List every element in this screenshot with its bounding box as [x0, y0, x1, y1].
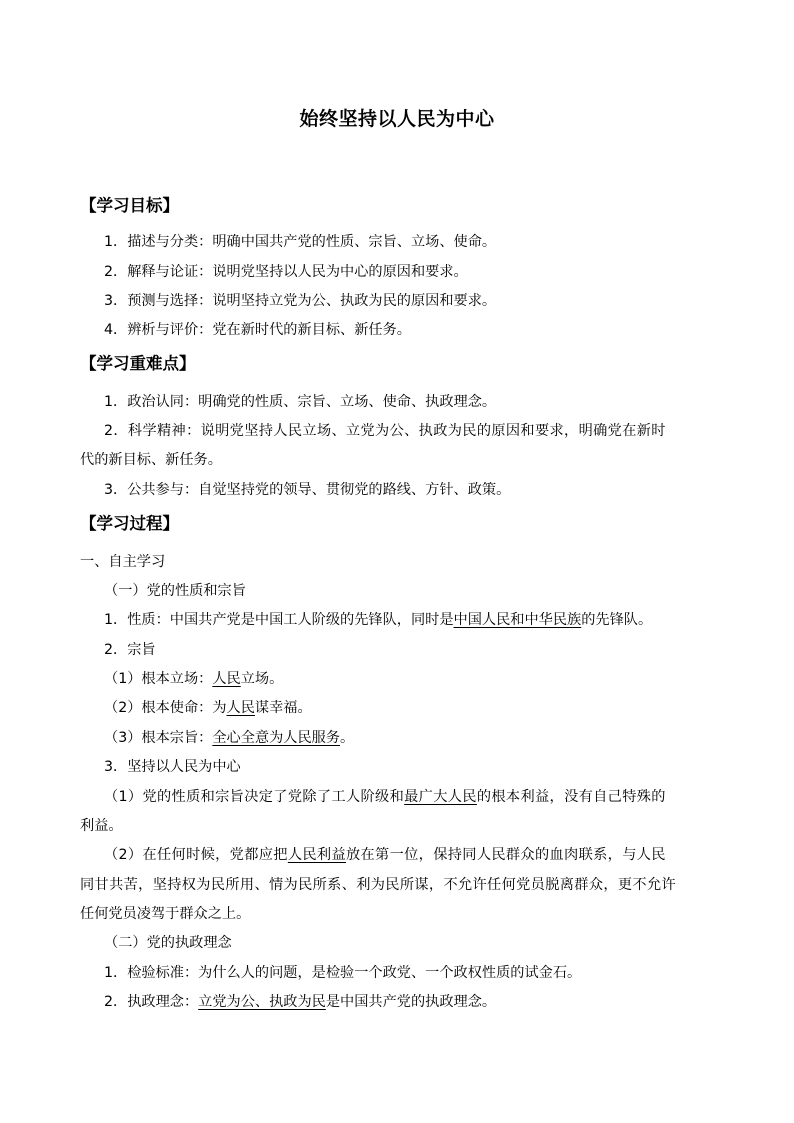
- aim-text-post: 。: [340, 730, 355, 746]
- goal-item-1: 1．描述与分类：明确中国共产党的性质、宗旨、立场、使命。: [104, 234, 497, 250]
- fundamental-aim: [104, 728, 354, 748]
- people-centered-paragraph-2-line-2: 同甘共苦，坚持权为民所用、情为民所系、利为民所谋，不允许任何党员脱离群众，更不允许: [80, 877, 677, 893]
- aim-text-pre: （3）根本宗旨：: [104, 730, 213, 746]
- subheading-party-nature: （一）党的性质和宗旨: [104, 583, 246, 599]
- p1-underlined-answer: 最广大人民: [404, 789, 477, 805]
- part-heading-self-study: 一、自主学习: [80, 554, 166, 570]
- nature-text-pre: 1．性质：中国共产党是中国工人阶级的先锋队，同时是: [104, 612, 454, 628]
- stand-text-pre: （1）根本立场：: [104, 671, 213, 687]
- people-centered-paragraph-2-line-1: [104, 845, 666, 865]
- keypoint-item-1: 1．政治认同：明确党的性质、宗旨、立场、使命、执政理念。: [104, 394, 497, 410]
- purpose-label: 2．宗旨: [104, 642, 156, 658]
- aim-underlined-answer: 全心全意为人民服务: [212, 730, 341, 746]
- idea-text-post: 是中国共产党的执政理念。: [325, 994, 497, 1010]
- fundamental-mission: [104, 698, 312, 718]
- nature-paragraph: [104, 610, 652, 630]
- section-heading-goals: 【学习目标】: [80, 196, 179, 215]
- mission-text-pre: （2）根本使命：为: [104, 700, 227, 716]
- keypoint-item-3: 3．公共参与：自觉坚持党的领导、贯彻党的路线、方针、政策。: [104, 482, 511, 498]
- stand-underlined-answer: 人民: [212, 671, 241, 687]
- page-title: 始终坚持以人民为中心: [299, 108, 495, 130]
- mission-underlined-answer: 人民: [226, 700, 255, 716]
- idea-underlined-answer: 立党为公、执政为民: [198, 994, 326, 1010]
- goal-item-4: 4．辨析与评价：党在新时代的新目标、新任务。: [104, 322, 411, 338]
- p2-text-pre: （2）在任何时候，党都应把: [104, 847, 288, 863]
- nature-underlined-answer: 中国人民和中华民族: [453, 612, 582, 628]
- p1-text-pre: （1）党的性质和宗旨决定了党除了工人阶级和: [104, 789, 405, 805]
- test-standard: 1．检验标准：为什么人的问题，是检验一个政党、一个政权性质的试金石。: [104, 965, 582, 981]
- keypoint-item-2-line-2: 代的新目标、新任务。: [80, 452, 222, 468]
- people-centered-paragraph-1-line-1: [104, 787, 666, 807]
- subheading-governing-philosophy: （二）党的执政理念: [104, 935, 232, 951]
- p1-text-post: 的根本利益，没有自己特殊的: [476, 789, 666, 805]
- keypoint-item-2-line-1: 2．科学精神：说明党坚持人民立场、立党为公、执政为民的原因和要求，明确党在新时: [104, 423, 666, 439]
- goal-item-3: 3．预测与选择：说明坚持立党为公、执政为民的原因和要求。: [104, 293, 497, 309]
- nature-text-post: 的先锋队。: [581, 612, 653, 628]
- governing-philosophy: [104, 992, 496, 1012]
- section-heading-keypoints: 【学习重难点】: [80, 354, 196, 373]
- goal-item-2: 2．解释与论证：说明党坚持以人民为中心的原因和要求。: [104, 264, 468, 280]
- idea-text-pre: 2．执政理念：: [104, 994, 199, 1010]
- people-centered-paragraph-2-line-3: 任何党员凌驾于群众之上。: [80, 906, 251, 922]
- stand-text-post: 立场。: [240, 671, 284, 687]
- people-centered-label: 3．坚持以人民为中心: [104, 759, 241, 775]
- p2-underlined-answer: 人民利益: [287, 847, 346, 863]
- p2-text-post: 放在第一位，保持同人民群众的血肉联系，与人民: [345, 847, 666, 863]
- section-heading-process: 【学习过程】: [80, 514, 179, 533]
- mission-text-post: 谋幸福。: [254, 700, 312, 716]
- fundamental-stand: [104, 669, 283, 689]
- people-centered-paragraph-1-line-2: 利益。: [80, 818, 123, 834]
